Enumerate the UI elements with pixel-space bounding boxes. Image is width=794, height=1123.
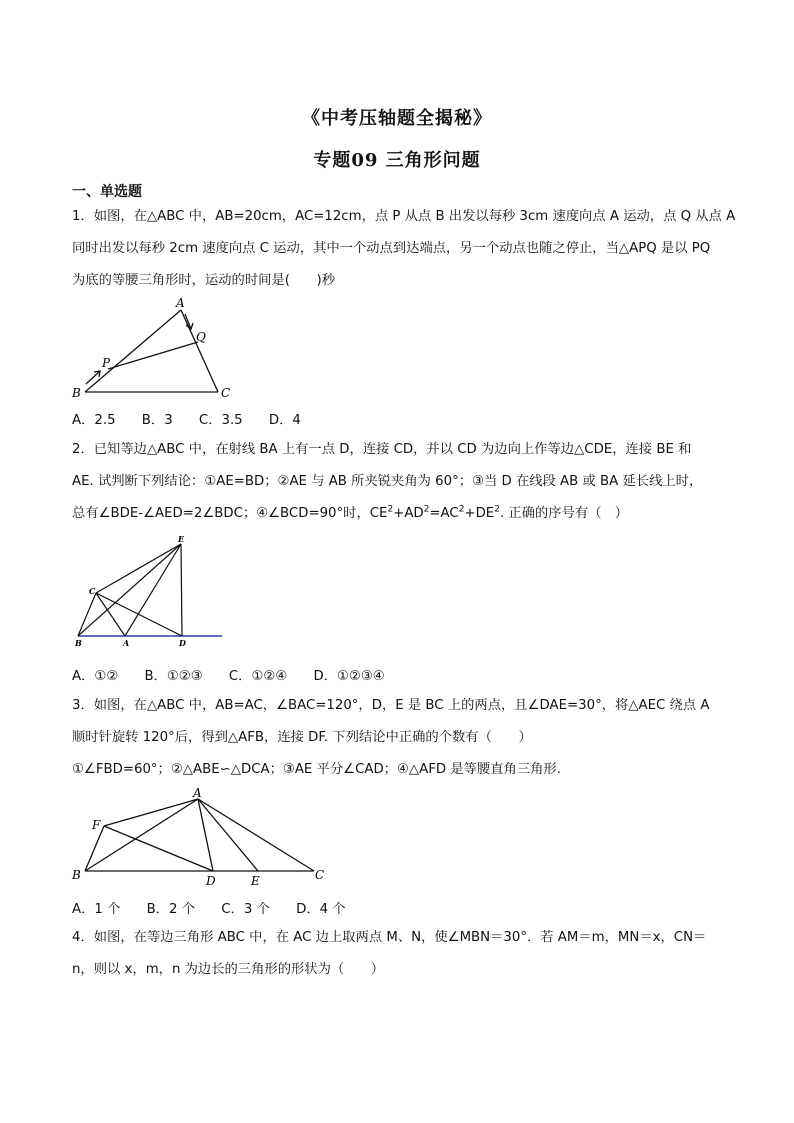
q3-label-e: E xyxy=(251,874,260,888)
q3-figure xyxy=(72,784,334,888)
q1-line-3: 为底的等腰三角形时，运动的时间是( )秒 xyxy=(72,273,336,288)
q1-line-2: 同时出发以每秒 2cm 速度向点 C 运动，其中一个动点到达端点，另一个动点也随之停止，当△APQ 是以 PQ xyxy=(72,241,711,256)
q3-line-1: 3．如图，在△ABC 中，AB=AC，∠BAC=120°，D，E 是 BC 上的两点，且∠DAE=30°，将△AEC 绕点 A xyxy=(72,698,710,713)
q2-sup-4: 2 xyxy=(494,504,500,515)
q2-line-2: AE. 试判断下列结论：①AE=BD；②AE 与 AB 所夹锐夹角为 60°；③当 D 在线段 AB 或 BA 延长线上时， xyxy=(72,474,703,489)
q2-line-3-part-4: +DE xyxy=(464,506,495,521)
q1-option-c[interactable]: C．3.5 xyxy=(198,413,243,428)
q4-line-1: 4．如图，在等边三角形 ABC 中，在 AC 边上取两点 M、N，使∠MBN＝30°．若 AM＝m，MN＝x，CN＝ xyxy=(72,930,707,945)
section-heading: 一、单选题 xyxy=(72,184,142,200)
q1-label-q: Q xyxy=(196,330,206,344)
q3-option-b[interactable]: B．2 个 xyxy=(146,902,196,917)
q2-seg-cd xyxy=(96,593,182,636)
q2-seg-bc xyxy=(78,593,96,636)
q2-seg-ca xyxy=(96,593,125,636)
q1-option-d[interactable]: D．4 xyxy=(268,413,301,428)
q4-line-2: n，则以 x，m，n 为边长的三角形的形状为（ ） xyxy=(72,962,385,977)
q3-seg-fa xyxy=(104,799,198,826)
q3-option-d[interactable]: D．4 个 xyxy=(296,902,346,917)
q2-figure xyxy=(72,536,232,648)
q1-arrow-p xyxy=(86,371,100,384)
q3-label-b: B xyxy=(72,868,81,882)
q2-line-1: 2．已知等边△ABC 中，在射线 BA 上有一点 D，连接 CD，并以 CD 为边向上作等边△CDE，连接 BE 和 xyxy=(72,442,692,457)
q1-label-b: B xyxy=(72,386,81,400)
q1-seg-pq xyxy=(108,342,198,369)
q1-figure xyxy=(72,296,242,400)
q2-sup-2: 2 xyxy=(423,504,430,515)
q2-sup-1: 2 xyxy=(387,504,394,515)
q2-line-3 xyxy=(72,504,732,524)
q3-label-c: C xyxy=(315,868,325,882)
q2-seg-ae xyxy=(125,544,181,636)
q2-label-a: A xyxy=(123,638,130,648)
q2-options xyxy=(72,665,407,684)
q2-line-3-part-1: 总有∠BDE-∠AED=2∠BDC；④∠BCD=90°时，CE xyxy=(72,506,388,521)
q1-option-b[interactable]: B．3 xyxy=(141,413,173,428)
q3-option-c[interactable]: C．3 个 xyxy=(221,902,270,917)
q3-seg-ac xyxy=(198,799,314,871)
q2-label-e: E xyxy=(178,534,185,544)
q2-label-d: D xyxy=(179,638,186,648)
q2-option-a[interactable]: A．①② xyxy=(72,669,119,684)
q3-seg-ab xyxy=(85,799,198,871)
q1-line-1: 1．如图，在△ABC 中，AB=20cm，AC=12cm，点 P 从点 B 出发以每秒 3cm 速度向点 A 运动，点 Q 从点 A xyxy=(72,209,736,224)
q3-line-2: 顺时针旋转 120°后，得到△AFB，连接 DF. 下列结论中正确的个数有（ ） xyxy=(72,730,532,745)
q3-seg-ae xyxy=(198,799,258,871)
book-title: 《中考压轴题全揭秘》 xyxy=(302,108,492,129)
q2-label-c: C xyxy=(89,586,96,596)
q2-option-c[interactable]: C．①②④ xyxy=(228,669,288,684)
q3-label-a: A xyxy=(193,786,202,800)
topic-title: 专题09 三角形问题 xyxy=(313,150,481,171)
q2-line-3-part-2: +AD xyxy=(393,506,424,521)
q3-label-d: D xyxy=(206,874,216,888)
q1-label-a: A xyxy=(176,296,185,310)
q3-label-f: F xyxy=(92,818,101,832)
q2-seg-ce xyxy=(96,544,181,593)
q1-label-c: C xyxy=(221,386,231,400)
q2-line-3-part-3: =AC xyxy=(429,506,459,521)
q3-option-a[interactable]: A．1 个 xyxy=(72,902,121,917)
q2-sup-3: 2 xyxy=(458,504,465,515)
q3-line-3: ①∠FBD=60°；②△ABE∽△DCA；③AE 平分∠CAD；④△AFD 是等腰直角三角形. xyxy=(72,762,561,777)
q2-option-b[interactable]: B．①②③ xyxy=(144,669,203,684)
q1-options xyxy=(72,409,323,428)
q2-seg-ed xyxy=(181,544,182,636)
q1-option-a[interactable]: A．2.5 xyxy=(72,413,116,428)
q2-line-3-part-5: . 正确的序号有（ ） xyxy=(499,506,629,521)
q3-seg-ad xyxy=(198,799,213,871)
q1-label-p: P xyxy=(102,356,111,370)
q2-label-b: B xyxy=(75,638,82,648)
q2-option-d[interactable]: D．①②③④ xyxy=(313,669,385,684)
q1-seg-ac xyxy=(181,310,218,392)
q3-options xyxy=(72,898,368,917)
